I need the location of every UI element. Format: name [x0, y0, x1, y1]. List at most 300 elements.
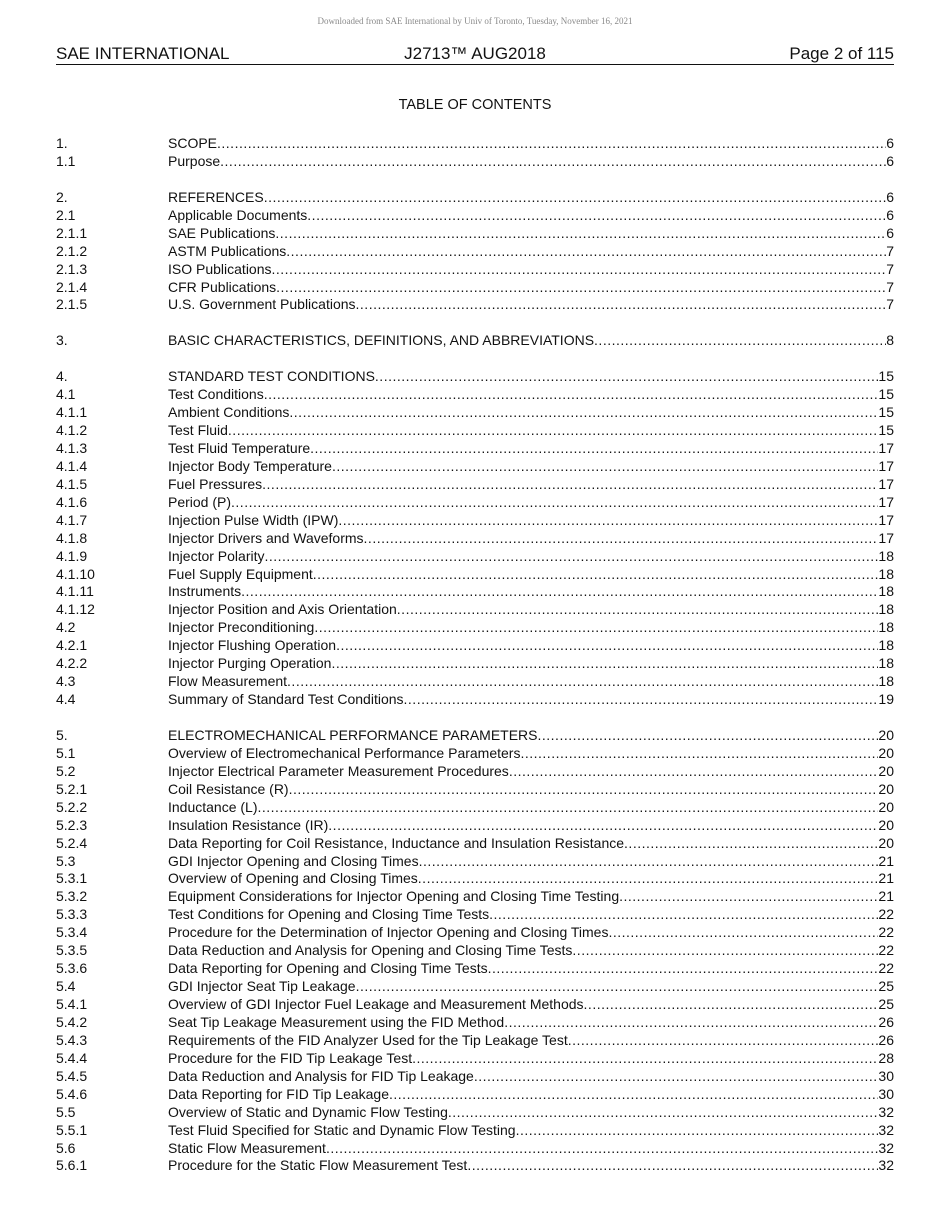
toc-entry-number: 4.1.3 [56, 439, 88, 456]
toc-entry-line [168, 135, 894, 153]
toc-entry-title: Test Fluid Temperature [168, 439, 311, 456]
toc-entry-number: 5.3.3 [56, 906, 88, 923]
toc-entry-page: 22 [878, 906, 894, 923]
toc-entry-page: 20 [878, 798, 894, 815]
toc-entry[interactable] [56, 153, 894, 171]
toc-entry-title: BASIC CHARACTERISTICS, DEFINITIONS, AND ABBREVIATIONS [168, 332, 595, 349]
toc-entry[interactable] [56, 763, 894, 781]
toc-entry[interactable] [56, 548, 894, 566]
dot-leader [275, 225, 886, 243]
toc-entry-line [168, 458, 894, 476]
toc-entry[interactable] [56, 296, 894, 314]
toc-entry-number: 4.1.11 [56, 583, 94, 600]
toc-entry-number: 5.4.6 [56, 1085, 88, 1102]
toc-entry[interactable] [56, 440, 894, 458]
toc-entry-page: 21 [878, 870, 894, 887]
toc-entry-title: Fuel Pressures [168, 475, 263, 492]
toc-entry-number: 5.4 [56, 978, 76, 995]
toc-entry-line [168, 243, 894, 261]
toc-entry[interactable] [56, 978, 894, 996]
toc-entry-title: Coil Resistance (R) [168, 780, 289, 797]
toc-entry-line [168, 404, 894, 422]
dot-leader [572, 942, 878, 960]
dot-leader [231, 494, 878, 512]
toc-entry-title: ASTM Publications [168, 242, 287, 259]
toc-entry-number: 5.2.1 [56, 780, 88, 797]
toc-entry-line [168, 781, 894, 799]
toc-entry-page: 15 [878, 368, 894, 385]
dot-leader [516, 1122, 879, 1140]
toc-entry-page: 7 [886, 278, 894, 295]
toc-entry-page: 18 [878, 655, 894, 672]
toc-entry-page: 26 [878, 1031, 894, 1048]
toc-entry-title: Injector Polarity [168, 547, 265, 564]
toc-entry[interactable] [56, 727, 894, 745]
toc-entry-title: Applicable Documents [168, 206, 308, 223]
toc-title: TABLE OF CONTENTS [398, 97, 552, 113]
toc-entry-page: 17 [878, 511, 894, 528]
toc-entry-number: 4.4 [56, 691, 76, 708]
dot-leader [310, 440, 878, 458]
dot-leader [412, 1050, 878, 1068]
toc-entry-page: 6 [886, 224, 894, 241]
toc-entry[interactable] [56, 1122, 894, 1140]
toc-entry-line [168, 942, 894, 960]
publisher-name: SAE INTERNATIONAL [56, 44, 230, 63]
toc-entry-line [168, 332, 894, 350]
toc-entry-line [168, 189, 894, 207]
toc-entry-number: 4.1.8 [56, 529, 88, 546]
dot-leader [619, 888, 878, 906]
toc-entry-line [168, 296, 894, 314]
toc-entry[interactable] [56, 619, 894, 637]
toc-entry-page: 30 [878, 1085, 894, 1102]
toc-entry-title: Equipment Considerations for Injector Opening and Closing Time Testing [168, 888, 620, 905]
toc-entry-line [168, 207, 894, 225]
toc-entry[interactable] [56, 960, 894, 978]
toc-entry-number: 5.6.1 [56, 1157, 88, 1174]
toc-entry-page: 6 [886, 188, 894, 205]
toc-entry[interactable] [56, 942, 894, 960]
toc-entry[interactable] [56, 583, 894, 601]
toc-entry-line [168, 637, 894, 655]
dot-leader [584, 996, 879, 1014]
toc-entry-number: 1. [56, 135, 68, 151]
toc-entry-line [168, 727, 894, 745]
toc-entry[interactable] [56, 458, 894, 476]
toc-entry-page: 20 [878, 780, 894, 797]
toc-entry-number: 4.1.6 [56, 493, 88, 510]
toc-entry-title: Injector Position and Axis Orientation [168, 601, 397, 618]
toc-entry-line [168, 673, 894, 691]
toc-entry-page: 7 [886, 296, 894, 313]
dot-leader [241, 583, 878, 601]
toc-entry-title: Ambient Conditions [168, 404, 290, 421]
toc-entry[interactable] [56, 225, 894, 243]
toc-entry-line [168, 924, 894, 942]
toc-entry-page: 17 [878, 457, 894, 474]
toc-entry-page: 18 [878, 583, 894, 600]
toc-entry-line [168, 548, 894, 566]
toc-entry-title: Purpose [168, 152, 221, 169]
toc-entry-number: 5.5.1 [56, 1121, 88, 1138]
toc-entry-line [168, 1104, 894, 1122]
toc-entry-page: 15 [878, 404, 894, 421]
toc-entry-title: Seat Tip Leakage Measurement using the FID Method [168, 1013, 505, 1030]
toc-entry[interactable] [56, 888, 894, 906]
toc-entry-page: 25 [878, 978, 894, 995]
document-id: J2713™ AUG2018 [404, 44, 546, 63]
toc-entry[interactable] [56, 494, 894, 512]
toc-entry-title: Data Reporting for FID Tip Leakage [168, 1085, 390, 1102]
toc-entry-page: 6 [886, 152, 894, 169]
toc-entry[interactable] [56, 996, 894, 1014]
toc-entry-number: 2.1.5 [56, 296, 88, 313]
toc-entry-line [168, 583, 894, 601]
dot-leader [467, 1157, 878, 1175]
toc-entry-number: 5.5 [56, 1103, 76, 1120]
toc-entry[interactable] [56, 924, 894, 942]
toc-entry[interactable] [56, 1014, 894, 1032]
toc-entry-line [168, 1122, 894, 1140]
toc-entry-page: 7 [886, 242, 894, 259]
toc-entry-line [168, 279, 894, 297]
dot-leader [287, 673, 878, 691]
toc-entry[interactable] [56, 1157, 894, 1175]
toc-entry-page: 20 [878, 762, 894, 779]
table-of-contents [56, 135, 894, 1175]
download-watermark: Downloaded from SAE International by Univ of Toronto, Tuesday, November 16, 2021 [317, 16, 633, 26]
toc-entry-title: Overview of Electromechanical Performance Parameters [168, 744, 521, 761]
dot-leader [264, 189, 887, 207]
toc-entry-page: 20 [878, 726, 894, 743]
toc-entry-number: 2.1 [56, 206, 76, 223]
toc-entry[interactable] [56, 1068, 894, 1086]
toc-entry-number: 4.1 [56, 386, 76, 403]
page-number: Page 2 of 115 [789, 44, 894, 63]
toc-entry-page: 25 [878, 996, 894, 1012]
toc-entry[interactable] [56, 135, 894, 153]
toc-entry-title: Data Reporting for Coil Resistance, Inductance and Insulation Resistance [168, 834, 625, 851]
toc-entry-title: Instruments [168, 583, 242, 600]
toc-entry-number: 4.1.12 [56, 601, 95, 618]
toc-entry-line [168, 476, 894, 494]
page-header [56, 44, 894, 65]
toc-entry-number: 4.2.2 [56, 655, 88, 672]
dot-leader [314, 619, 878, 637]
toc-entry-title: STANDARD TEST CONDITIONS [168, 368, 375, 385]
toc-entry[interactable] [56, 189, 894, 207]
dot-leader [594, 332, 886, 350]
toc-entry-number: 4.1.1 [56, 404, 88, 421]
toc-entry-number: 5.1 [56, 744, 76, 761]
toc-entry[interactable] [56, 691, 894, 709]
toc-entry-number: 4. [56, 368, 68, 385]
toc-entry-title: CFR Publications [168, 278, 277, 295]
toc-entry-title: Period (P) [168, 493, 232, 510]
toc-entry-line [168, 996, 894, 1014]
dot-leader [568, 1032, 879, 1050]
toc-entry[interactable] [56, 512, 894, 530]
toc-entry-title: Injector Electrical Parameter Measurement Procedures [168, 762, 509, 779]
dot-leader [397, 601, 879, 619]
toc-entry[interactable] [56, 332, 894, 350]
toc-entry-page: 7 [886, 260, 894, 277]
toc-entry-title: Procedure for the Static Flow Measurement Test [168, 1157, 468, 1174]
toc-entry-line [168, 870, 894, 888]
dot-leader [331, 655, 878, 673]
toc-entry-page: 6 [886, 206, 894, 223]
toc-entry-line [168, 960, 894, 978]
toc-entry[interactable] [56, 655, 894, 673]
toc-entry-line [168, 978, 894, 996]
dot-leader [276, 279, 886, 297]
dot-leader [608, 924, 878, 942]
toc-entry[interactable] [56, 1032, 894, 1050]
toc-entry-line [168, 835, 894, 853]
toc-entry-number: 2. [56, 188, 68, 205]
toc-entry-title: Procedure for the Determination of Injector Opening and Closing Times [168, 924, 609, 941]
toc-entry-line [168, 494, 894, 512]
toc-entry-page: 17 [878, 439, 894, 456]
toc-entry-number: 2.1.1 [56, 224, 88, 241]
toc-entry-title: Injector Purging Operation [168, 655, 332, 672]
toc-entry-number: 4.1.5 [56, 475, 88, 492]
toc-entry[interactable] [56, 1140, 894, 1158]
toc-entry-number: 4.2 [56, 619, 76, 636]
toc-entry-page: 15 [878, 422, 894, 438]
toc-entry-page: 20 [878, 816, 894, 833]
toc-entry-title: Injector Flushing Operation [168, 637, 337, 654]
toc-entry-number: 5.4.5 [56, 1067, 88, 1084]
toc-entry-number: 5. [56, 726, 68, 743]
dot-leader [264, 548, 878, 566]
toc-entry[interactable] [56, 1050, 894, 1068]
dot-leader [326, 1140, 878, 1158]
toc-entry-page: 18 [878, 637, 894, 654]
toc-entry-title: Test Fluid Specified for Static and Dynamic Flow Testing [168, 1121, 516, 1138]
dot-leader [375, 368, 879, 386]
toc-entry-title: GDI Injector Seat Tip Leakage [168, 978, 356, 995]
dot-leader [520, 745, 878, 763]
dot-leader [624, 835, 878, 853]
toc-entry-number: 5.3.5 [56, 942, 88, 959]
toc-entry-page: 28 [878, 1049, 894, 1066]
toc-entry-line [168, 763, 894, 781]
toc-entry-title: Injector Preconditioning [168, 619, 315, 636]
toc-entry[interactable] [56, 422, 894, 440]
toc-entry-number: 5.3.6 [56, 960, 88, 977]
toc-entry[interactable] [56, 476, 894, 494]
toc-entry-line [168, 1068, 894, 1086]
toc-entry-number: 5.4.1 [56, 996, 88, 1012]
toc-entry-title: Injector Drivers and Waveforms [168, 529, 364, 546]
toc-entry-title: Static Flow Measurement [168, 1139, 326, 1156]
toc-entry[interactable] [56, 207, 894, 225]
toc-entry-title: Overview of Opening and Closing Times [168, 870, 418, 887]
dot-leader [262, 476, 878, 494]
toc-entry-page: 22 [878, 960, 894, 977]
dot-leader [404, 691, 879, 709]
toc-entry-title: Requirements of the FID Analyzer Used for the Tip Leakage Test [168, 1031, 568, 1048]
toc-entry[interactable] [56, 673, 894, 691]
toc-entry-page: 32 [878, 1103, 894, 1120]
toc-entry-line [168, 530, 894, 548]
toc-entry[interactable] [56, 870, 894, 888]
toc-entry-number: 1.1 [56, 152, 76, 169]
toc-entry-line [168, 906, 894, 924]
toc-entry[interactable] [56, 637, 894, 655]
toc-entry-number: 5.2.3 [56, 816, 88, 833]
toc-entry[interactable] [56, 404, 894, 422]
toc-entry-number: 4.3 [56, 673, 76, 690]
toc-entry-number: 5.3.4 [56, 924, 88, 941]
dot-leader [489, 906, 878, 924]
toc-entry[interactable] [56, 368, 894, 386]
toc-entry-title: Injection Pulse Width (IPW) [168, 511, 339, 528]
toc-entry-page: 20 [878, 834, 894, 851]
toc-entry-line [168, 440, 894, 458]
toc-entry[interactable] [56, 530, 894, 548]
toc-entry-page: 18 [878, 601, 894, 618]
dot-leader [313, 566, 879, 584]
dot-leader [419, 853, 879, 871]
toc-entry-title: Data Reduction and Analysis for FID Tip Leakage [168, 1067, 474, 1084]
toc-entry-number: 5.3.1 [56, 870, 88, 887]
toc-entry-page: 17 [878, 475, 894, 492]
toc-entry-title: SAE Publications [168, 224, 276, 241]
toc-entry-title: Data Reduction and Analysis for Opening and Closing Time Tests [168, 942, 573, 959]
dot-leader [418, 870, 879, 888]
toc-entry-title: REFERENCES [168, 188, 264, 205]
dot-leader [504, 1014, 878, 1032]
dot-leader [538, 727, 879, 745]
toc-entry-page: 32 [878, 1139, 894, 1156]
toc-entry[interactable] [56, 853, 894, 871]
dot-leader [336, 637, 878, 655]
dot-leader [328, 817, 878, 835]
toc-entry-number: 2.1.2 [56, 242, 88, 259]
toc-entry[interactable] [56, 835, 894, 853]
toc-entry[interactable] [56, 745, 894, 763]
toc-entry-line [168, 261, 894, 279]
toc-entry[interactable] [56, 243, 894, 261]
toc-entry[interactable] [56, 1086, 894, 1104]
toc-entry[interactable] [56, 601, 894, 619]
toc-entry-title: Overview of Static and Dynamic Flow Testing [168, 1103, 448, 1120]
toc-entry-number: 4.1.4 [56, 457, 88, 474]
toc-entry[interactable] [56, 799, 894, 817]
toc-entry-page: 8 [886, 332, 894, 349]
toc-entry-page: 32 [878, 1157, 894, 1174]
toc-entry-line [168, 1032, 894, 1050]
dot-leader [356, 978, 879, 996]
toc-entry-line [168, 225, 894, 243]
toc-entry[interactable] [56, 817, 894, 835]
toc-entry-number: 5.4.2 [56, 1013, 88, 1030]
toc-entry-page: 17 [878, 529, 894, 546]
toc-entry-line [168, 799, 894, 817]
toc-entry-line [168, 691, 894, 709]
toc-entry-number: 5.2 [56, 762, 76, 779]
dot-leader [272, 261, 887, 279]
toc-entry-title: Insulation Resistance (IR) [168, 816, 329, 833]
toc-entry-title: Summary of Standard Test Conditions [168, 691, 404, 708]
toc-entry-number: 2.1.3 [56, 260, 88, 277]
toc-entry-page: 15 [878, 386, 894, 403]
toc-entry-page: 30 [878, 1067, 894, 1084]
dot-leader [228, 422, 879, 440]
dot-leader [217, 135, 886, 153]
toc-entry-number: 5.3.2 [56, 888, 88, 905]
toc-entry-line [168, 153, 894, 171]
toc-entry-page: 26 [878, 1013, 894, 1030]
toc-entry-page: 18 [878, 619, 894, 636]
dot-leader [307, 207, 886, 225]
toc-entry-line [168, 422, 894, 440]
toc-entry-line [168, 566, 894, 584]
toc-entry-number: 5.2.4 [56, 834, 88, 851]
dot-leader [509, 763, 879, 781]
toc-entry-page: 21 [878, 888, 894, 905]
toc-entry-title: Procedure for the FID Tip Leakage Test [168, 1049, 413, 1066]
toc-entry-title: Overview of GDI Injector Fuel Leakage and Measurement Methods [168, 996, 584, 1012]
toc-entry-number: 5.2.2 [56, 798, 88, 815]
toc-entry[interactable] [56, 1104, 894, 1122]
dot-leader [389, 1086, 878, 1104]
toc-entry[interactable] [56, 279, 894, 297]
toc-entry-line [168, 386, 894, 404]
toc-entry-number: 4.1.9 [56, 547, 88, 564]
toc-entry-title: ISO Publications [168, 260, 272, 277]
toc-entry-page: 21 [878, 852, 894, 869]
toc-entry-number: 5.4.3 [56, 1031, 88, 1048]
dot-leader [220, 153, 886, 171]
toc-entry-page: 19 [878, 691, 894, 708]
toc-entry[interactable] [56, 906, 894, 924]
toc-entry-title: Data Reporting for Opening and Closing Time Tests [168, 960, 488, 977]
toc-entry-number: 5.6 [56, 1139, 76, 1156]
toc-entry-page: 22 [878, 942, 894, 959]
toc-entry-number: 4.2.1 [56, 637, 88, 654]
toc-entry-line [168, 512, 894, 530]
toc-entry-number: 4.1.2 [56, 422, 88, 438]
dot-leader [338, 512, 878, 530]
toc-entry[interactable] [56, 781, 894, 799]
toc-entry-line [168, 619, 894, 637]
toc-entry-page: 18 [878, 547, 894, 564]
toc-entry-title: Test Fluid [168, 422, 228, 438]
toc-entry-line [168, 601, 894, 619]
toc-entry-title: ELECTROMECHANICAL PERFORMANCE PARAMETERS [168, 726, 538, 743]
toc-entry-page: 17 [878, 493, 894, 510]
dot-leader [356, 296, 887, 314]
toc-entry-title: SCOPE [168, 135, 218, 151]
toc-entry-line [168, 817, 894, 835]
dot-leader [474, 1068, 879, 1086]
toc-entry-number: 4.1.10 [56, 565, 95, 582]
toc-entry-title: Fuel Supply Equipment [168, 565, 313, 582]
toc-entry-line [168, 1140, 894, 1158]
toc-entry-line [168, 1086, 894, 1104]
toc-entry-page: 18 [878, 565, 894, 582]
dot-leader [289, 404, 878, 422]
toc-entry[interactable] [56, 386, 894, 404]
toc-entry[interactable] [56, 566, 894, 584]
toc-entry-title: Test Conditions for Opening and Closing Time Tests [168, 906, 490, 923]
toc-entry-title: Test Conditions [168, 386, 264, 403]
toc-entry[interactable] [56, 261, 894, 279]
